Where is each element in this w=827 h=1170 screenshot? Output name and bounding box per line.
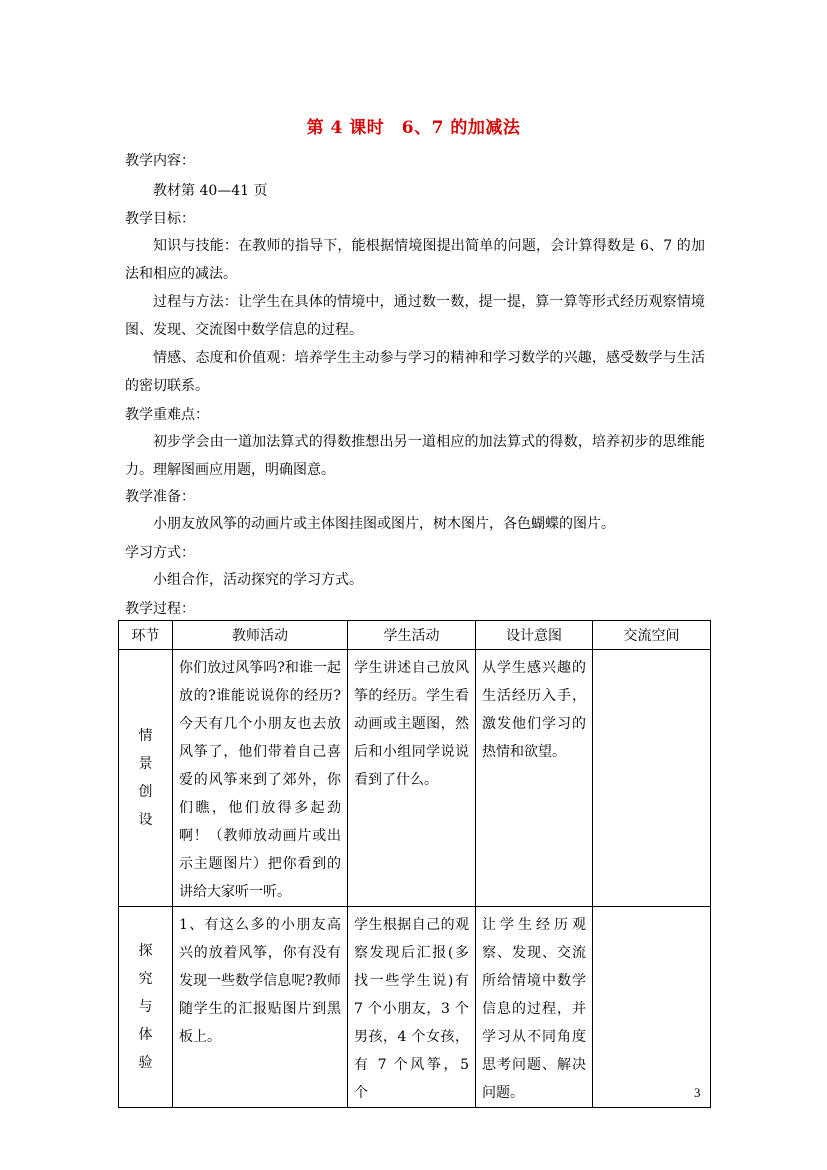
header-discussion-space: 交流空间 [593,621,711,650]
student-activity-cell: 学生根据自己的观察发现后汇报(多找一些学生说)有 7 个小朋友，3 个男孩，4 个女孩，有 7 个风筝，5 个 [348,907,476,1108]
prep-text: 小朋友放风筝的动画片或主体图挂图或图片，树木图片，各色蝴蝶的图片。 [153,516,615,532]
page-number: 3 [694,1085,701,1100]
teaching-process-table [118,620,711,1108]
keypoints-text: 初步学会由一道加法算式的得数推想出另一道相应的加法算式的得数，培养初步的思维能力。理解图画应用题，明确图意。 [125,434,705,478]
goals-label: 教学目标： [125,211,195,227]
method-text: 小组合作，活动探究的学习方式。 [153,572,363,588]
discussion-space-cell [593,907,711,1108]
page-title: 第 4 课时 6、7 的加减法 [306,118,521,138]
header-student-activity: 学生活动 [348,621,476,650]
stage-cell [119,650,173,907]
table-header-row [119,621,711,650]
table-row [119,650,711,907]
header-stage: 环节 [119,621,173,650]
design-intent-cell: 从学生感兴趣的生活经历入手，激发他们学习的热情和欲望。 [476,650,593,907]
goal-process: 过程与方法：让学生在具体的情境中，通过数一数，提一提，算一算等形式经历观察情境图、发现、交流图中数学信息的过程。 [125,294,705,338]
discussion-space-cell [593,650,711,907]
header-design-intent: 设计意图 [476,621,593,650]
table-row [119,907,711,1108]
teacher-activity-cell: 你们放过风筝吗?和谁一起放的?谁能说说你的经历?今天有几个小朋友也去放风筝了，他们带着自己喜爱的风筝来到了郊外，你们瞧，他们放得多起劲啊！（教师放动画片或出示主题图片）把你看到的讲给大家听一听。 [173,650,348,907]
method-label: 学习方式： [125,545,195,561]
keypoints-label: 教学重难点： [125,407,209,423]
goal-emotion: 情感、态度和价值观：培养学生主动参与学习的精神和学习数学的兴趣，感受数学与生活的密切联系。 [125,350,705,394]
content-label: 教学内容： [125,153,195,169]
prep-label: 教学准备： [125,489,195,505]
stage-cell [119,907,173,1108]
content-text: 教材第 40—41 页 [153,183,268,199]
process-label: 教学过程： [125,601,195,617]
header-teacher-activity: 教师活动 [173,621,348,650]
teacher-activity-cell: 1、有这么多的小朋友高兴的放着风筝，你有没有发现一些数学信息呢?教师随学生的汇报贴图片到黑板上。 [173,907,348,1108]
student-activity-cell: 学生讲述自己放风筝的经历。学生看动画或主题图，然后和小组同学说说看到了什么。 [348,650,476,907]
design-intent-cell: 让学生经历观察、发现、交流所给情境中数学信息的过程，并学习从不同角度思考问题、解决问题。 [476,907,593,1108]
stage-label: 探究与体验 [138,943,153,1071]
stage-label: 情景创设 [138,728,153,828]
goal-knowledge: 知识与技能：在教师的指导下，能根据情境图提出简单的问题，会计算得数是 6、7 的加法和相应的减法。 [125,238,705,282]
